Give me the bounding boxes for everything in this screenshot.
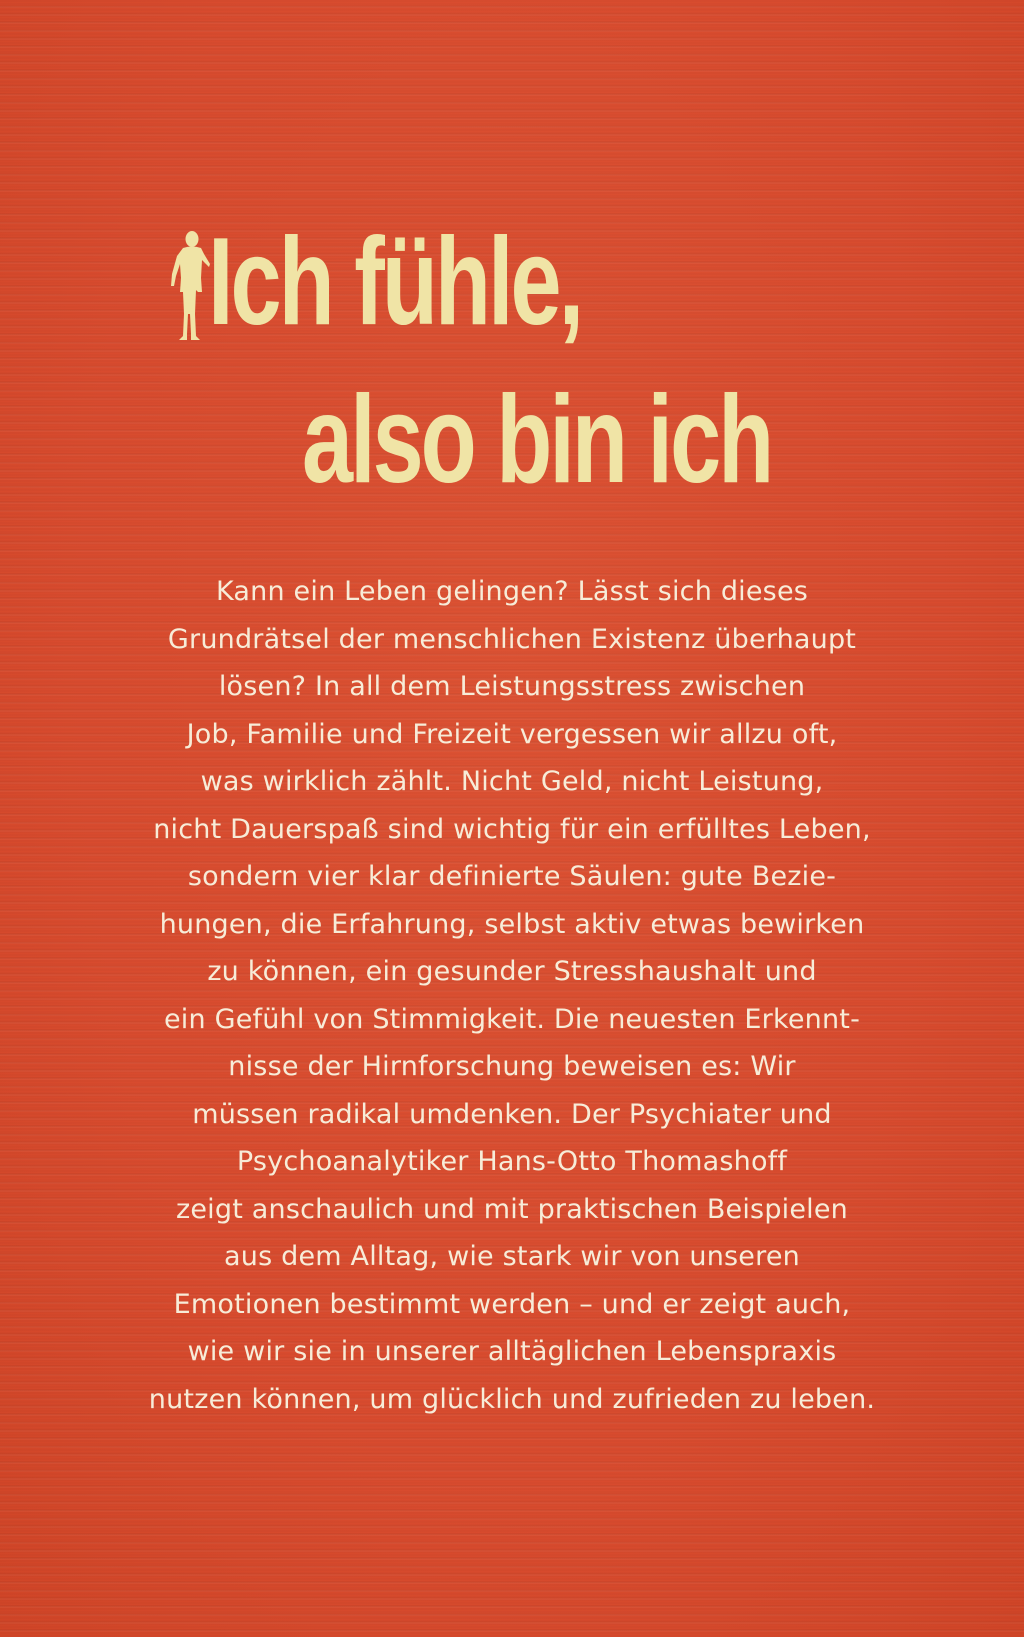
blurb-line: lösen? In all dem Leistungsstress zwischen: [218, 671, 806, 702]
blurb-line: zu können, ein gesunder Stresshaushalt und: [207, 956, 817, 987]
blurb-line: Psychoanalytiker Hans-Otto Thomashoff: [236, 1146, 788, 1177]
blurb-line: Emotionen bestimmt werden – und er zeigt auch,: [173, 1288, 851, 1320]
blurb-line: nutzen können, um glücklich und zufrieden zu leben.: [148, 1383, 876, 1415]
blurb-line: nisse der Hirnforschung beweisen es: Wir: [228, 1051, 796, 1082]
blurb-line: Job, Familie und Freizeit vergessen wir allzu oft,: [186, 718, 838, 750]
blurb-line: hungen, die Erfahrung, selbst aktiv etwas bewirken: [159, 908, 865, 940]
standing-man-icon: [168, 230, 212, 342]
blurb-line: Kann ein Leben gelingen? Lässt sich dieses: [215, 576, 809, 607]
blurb-text: [62, 568, 962, 1423]
blurb-line: sondern vier klar definierte Säulen: gute Bezie-: [187, 861, 837, 892]
book-title-line-1: Ich fühle,: [208, 213, 582, 351]
blurb-line: zeigt anschaulich und mit praktischen Beispielen: [175, 1193, 848, 1225]
blurb-line: wie wir sie in unserer alltäglichen Lebenspraxis: [187, 1336, 837, 1367]
blurb-line: nicht Dauerspaß sind wichtig für ein erfülltes Leben,: [153, 813, 871, 845]
standing-man-silhouette: [168, 230, 212, 342]
blurb-line: was wirklich zählt. Nicht Geld, nicht Leistung,: [200, 766, 824, 797]
blurb-line: müssen radikal umdenken. Der Psychiater und: [192, 1098, 832, 1130]
book-title-line-2: also bin ich: [302, 371, 772, 509]
blurb-line: aus dem Alltag, wie stark wir von unseren: [224, 1241, 800, 1272]
blurb-line: ein Gefühl von Stimmigkeit. Die neuesten Erkennt-: [163, 1003, 861, 1035]
blurb-line: Grundrätsel der menschlichen Existenz überhaupt: [167, 623, 857, 655]
